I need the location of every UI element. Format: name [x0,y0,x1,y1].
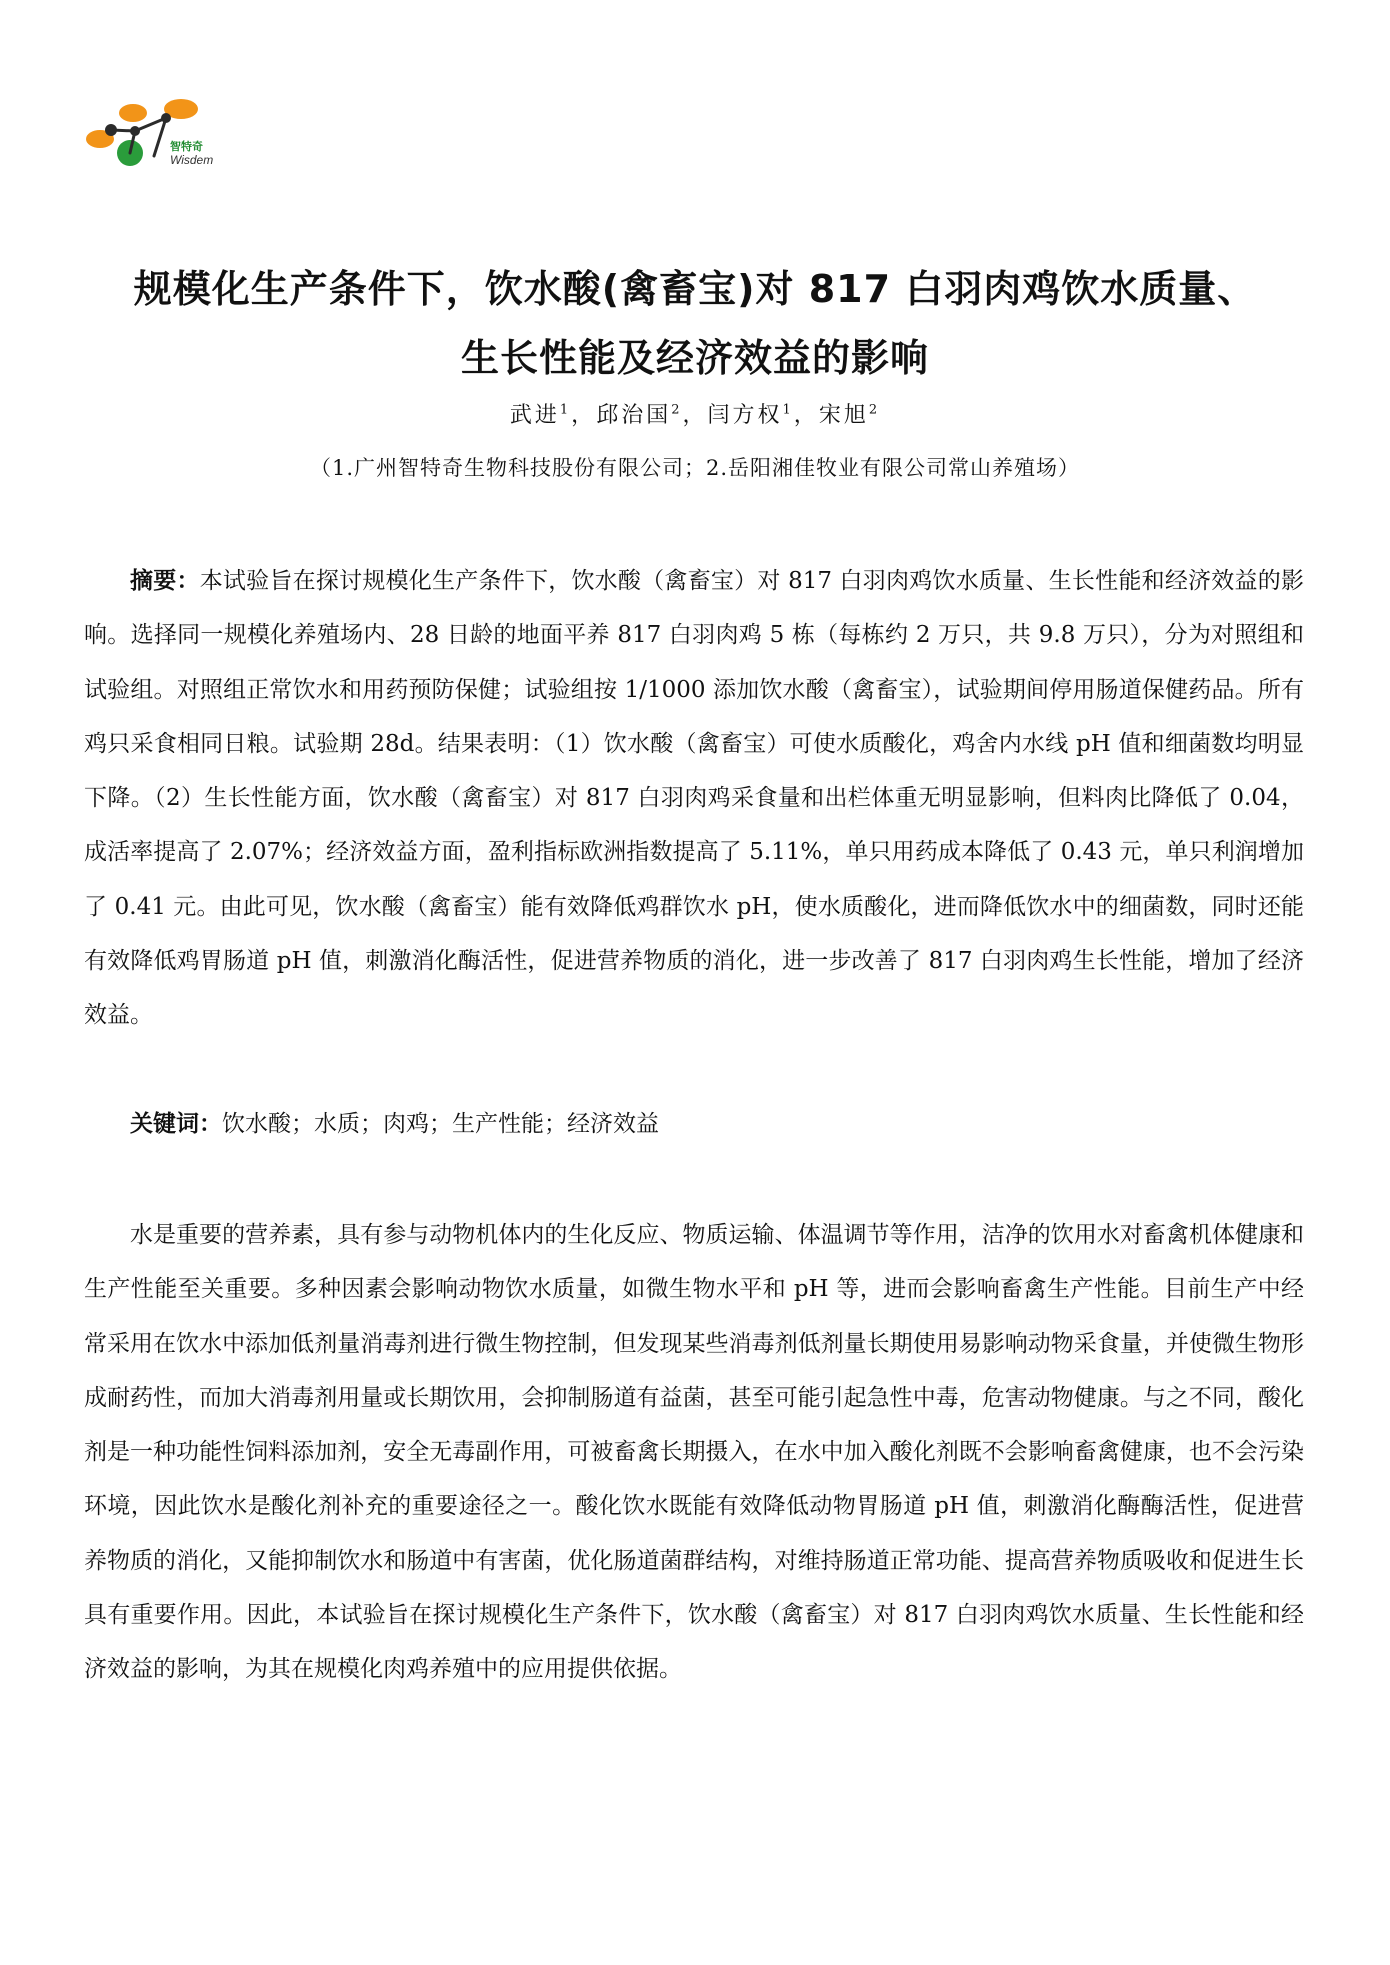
author-affil-mark: 1 [559,402,572,418]
affiliations: （1.广州智特奇生物科技股份有限公司；2.岳阳湘佳牧业有限公司常山养殖场） [309,456,1081,480]
keywords-label: 关键词： [130,1111,222,1137]
intro-paragraph: 水是重要的营养素，具有参与动物机体内的生化反应、物质运输、体温调节等作用，洁净的饮用水对畜禽机体健康和生产性能至关重要。多种因素会影响动物饮水质量，如微生物水平和 pH 等，进而会影响畜禽生产性能。目前生产中经常采用在饮水中添加低剂量消毒剂进行微生物控制，但发现某些消毒剂低剂量长期使用易影响动物采食量，并使微生物形成耐药性，而加大消毒剂用量或长期饮用，会抑制肠道有益菌，甚至可能引起急性中毒，危害动物健康。与之不同，酸化剂是一种功能性饲料添加剂，安全无毒副作用，可被畜禽长期摄入，在水中加入酸化剂既不会影响畜禽健康，也不会污染环境，因此饮水是酸化剂补充的重要途径之一。酸化饮水既能有效降低动物胃肠道 pH 值，刺激消化酶酶活性，促进营养物质的消化，又能抑制饮水和肠道中有害菌，优化肠道菌群结构，对维持肠道正常功能、提高营养物质吸收和促进生长具有重要作用。因此，本试验旨在探讨规模化生产条件下，饮水酸（禽畜宝）对 817 白羽肉鸡饮水质量、生长性能和经济效益的影响，为其在规模化肉鸡养殖中的应用提供依据。 [84,1222,1304,1683]
author-affil-mark: 2 [671,402,683,418]
logo-name-en: Wisdem [170,153,214,167]
company-logo [80,96,240,176]
author-name: 宋旭 [818,403,869,428]
abstract-text: 本试验旨在探讨规模化生产条件下，饮水酸（禽畜宝）对 817 白羽肉鸡饮水质量、生长性能和经济效益的影响。选择同一规模化养殖场内、28 日龄的地面平养 817 白羽肉鸡 5 栋（每栋约 2 万只，共 9.8 万只），分为对照组和试验组。对照组正常饮水和用药预防保健；试验组按 1/1000 添加饮水酸（禽畜宝），试验期间停用肠道保健药品。所有鸡只采食相同日粮。试验期 28d。结果表明：（1）饮水酸（禽畜宝）可使水质酸化，鸡舍内水线 pH 值和细菌数均明显下降。（2）生长性能方面，饮水酸（禽畜宝）对 817 白羽肉鸡采食量和出栏体重无明显影响，但料肉比降低了 0.04，成活率提高了 2.07%；经济效益方面，盈利指标欧洲指数提高了 5.11%，单只用药成本降低了 0.43 元，单只利润增加了 0.41 元。由此可见，饮水酸（禽畜宝）能有效降低鸡群饮水 pH，使水质酸化，进而降低饮水中的细菌数，同时还能有效降低鸡胃肠道 pH 值，刺激消化酶活性，促进营养物质的消化，进一步改善了 817 白羽肉鸡生长性能，增加了经济效益。 [84,568,1304,1029]
author-list: 武进$^1$，邱治国$^2$，闫方权$^1$，宋旭$^2$ [509,402,881,428]
paper-title-line-1: 规模化生产条件下，饮水酸(禽畜宝)对 817 白羽肉鸡饮水质量、 [133,267,1257,311]
paper-title-line-2: 生长性能及经济效益的影响 [460,336,929,380]
abstract-label: 摘要： [130,568,200,594]
keywords-paragraph [84,1097,1304,1151]
author-name: 闫方权 [707,403,783,428]
abstract-paragraph [84,554,1304,1043]
author-affil-mark: 1 [782,402,794,418]
author-name: 邱治国 [596,403,672,428]
author-affil-mark: 2 [868,402,881,418]
keywords-text: 饮水酸；水质；肉鸡；生产性能；经济效益 [222,1111,659,1137]
logo-orange-mid-ellipse [119,104,147,122]
logo-name-cn: 智特奇 [170,140,203,153]
author-name: 武进 [509,403,560,428]
